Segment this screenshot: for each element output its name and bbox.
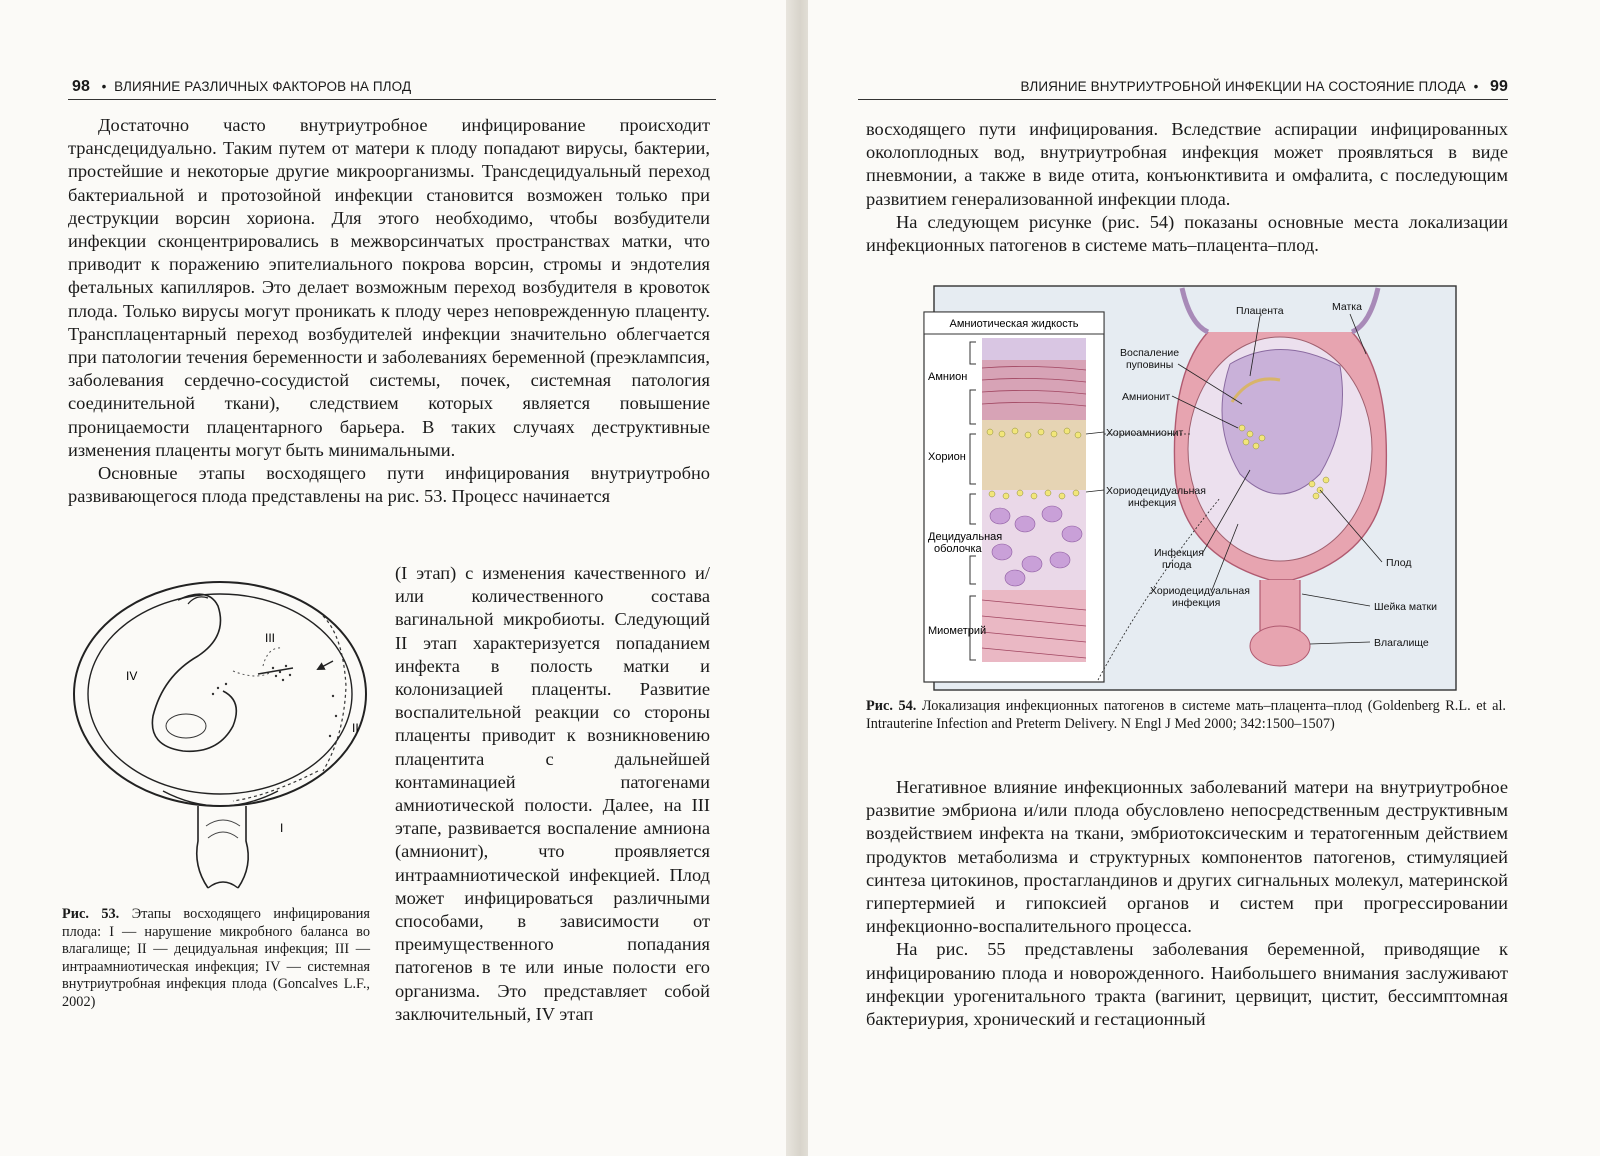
paragraph: (I этап) с изменения качественного и/или количественного состава вагинальной микробиоты. Следующий II этап характеризуется попаданием инфекта в полость матки и колонизацией плаценты. Развитие воспалительной реакции со стороны плаценты приводит к возникновению плацентита с дальнейшей контаминацией патогенами амниотической полости. Далее, на III этапе, развивается воспаление амниона (амнионит), что проявляется интраамниотической инфекцией. Плод может инфицироваться различными способами, в зависимости от преимущественного попадания патогенов в те или иные полости его организма. Это представляет собой заключительный, IV этап (395, 563, 710, 1024)
label-amniotic-fluid: Амниотическая жидкость (949, 318, 1079, 330)
right-body-bottom (866, 776, 1508, 1031)
right-page (808, 0, 1600, 1156)
fig53-label-III: III (265, 631, 276, 645)
paragraph: Основные этапы восходящего пути инфицирования внутриутробно развивающегося плода представлены на рис. 53. Процесс начинается (68, 463, 710, 507)
left-body-top (68, 114, 710, 508)
label-placenta: Плацента (1236, 305, 1284, 317)
left-page-number: 98 (72, 78, 90, 95)
paragraph: Достаточно часто внутриутробное инфицирование происходит трансдецидуально. Таким путем от матери к плоду попадают вирусы, бактерии, простейшие и некоторые другие микроорганизмы. Трансдецидуальный переход бактериальной и протозойной инфекции становится возможен только при деструкции ворсин хориона. Для этого необходимо, чтобы возбудители инфекции сконцентрировались в межворсинчатых пространствах матки, что приводит к поражению эпителиального покрова ворсин, стромы и эндотелия фетальных капилляров. Это делает возможным переход возбудителя в кровоток плода. Только вирусы могут проникать к плоду через неповрежденную плаценту. Трансплацентарный переход возбудителей инфекции значительно облегчается при патологии течения беременности и заболеваниях беременной (преэклампсия, заболевания сердечно-сосудистой системы, почек, системная патология соединительной ткани), следствием которых является повышение проницаемости плацентарного барьера. В таких случаях деструктивные изменения плаценты могут быть минимальными. (68, 115, 710, 460)
label-myometrium: Миометрий (928, 625, 987, 637)
left-body-column (395, 562, 710, 1026)
right-page-number: 99 (1490, 78, 1508, 95)
label-choriodecidual-1: Хориодецидуальная (1106, 485, 1206, 497)
caption-text: Локализация инфекционных патогенов в системе мать–плацента–плод (Goldenberg R.L. et al. Intrauterine Infection and Preterm Delivery. N Engl J Med 2000; 342:1500–1507) (866, 698, 1507, 732)
left-running-head (72, 78, 411, 96)
label-cervix: Шейка матки (1374, 601, 1438, 613)
label-funisitis-2: пуповины (1126, 359, 1174, 371)
header-rule (858, 99, 1508, 100)
label-fetal-infection-2: плода (1162, 559, 1192, 571)
label-funisitis-1: Воспаление (1120, 347, 1180, 359)
right-running-title: ВЛИЯНИЕ ВНУТРИУТРОБНОЙ ИНФЕКЦИИ НА СОСТОЯНИЕ ПЛОДА (1020, 79, 1466, 94)
paragraph: На следующем рисунке (рис. 54) показаны основные места локализации инфекционных патогенов в системе мать–плацента–плод. (866, 211, 1508, 256)
label-choriodecidual-b2: инфекция (1172, 597, 1221, 609)
label-chorioamnionitis: Хориоамнионит (1106, 427, 1184, 439)
right-running-head (1020, 78, 1508, 96)
label-decidua-1: Децидуальная (928, 531, 1003, 543)
caption-text: Этапы восходящего инфицирования плода: I — нарушение микробного баланса во влагалище; II — децидуальная инфекция; III — интраамниотическая инфекция; IV — системная внутриутробная инфекция плода (Goncalves L.F., 2002) (62, 906, 370, 1010)
fig53-label-II: II (352, 721, 359, 735)
fetus-outline (152, 594, 236, 751)
figure-53-caption (62, 906, 370, 1012)
right-body-top (866, 118, 1508, 257)
header-bullet: • (101, 79, 107, 94)
label-uterus: Матка (1332, 301, 1362, 313)
label-decidua-2: оболочка (934, 543, 982, 555)
header-bullet: • (1473, 79, 1479, 94)
label-choriodecidual-2: инфекция (1128, 497, 1177, 509)
cervix-outline (197, 806, 248, 888)
label-choriodecidual-b1: Хориодецидуальная (1150, 585, 1250, 597)
paragraph: На рис. 55 представлены заболевания беременной, приводящие к инфицированию плода и новорожденного. Наибольшего внимания заслуживают инфекции урогенитального тракта (вагинит, цервицит, цистит, бессимптомная бактериурия, хронический и гестационный (866, 939, 1508, 1030)
figure-53-uterus-diagram (68, 576, 378, 896)
caption-label: Рис. 54. (866, 698, 917, 714)
fig53-label-IV: IV (126, 669, 138, 683)
label-amnion: Амнион (928, 371, 968, 383)
figure-54-localization-diagram (920, 284, 1458, 694)
header-rule (68, 99, 716, 100)
label-chorion: Хорион (928, 451, 966, 463)
left-page (0, 0, 792, 1156)
caption-label: Рис. 53. (62, 906, 120, 922)
label-vagina: Влагалище (1374, 637, 1429, 649)
paragraph: Негативное влияние инфекционных заболеваний матери на внутриутробное развитие эмбриона и/или плода обусловлено непосредственным деструктивным воздействием инфекта на ткани, эмбриотоксическим и тератогенным действием продуктов метаболизма и структурных компонентов патогенов, стимуляцией синтеза цитокинов, простагландинов и других сигнальных молекул, материнской гипертермией и гипоксией органов и систем при прогрессировании инфекционно-воспалительного процесса. (866, 777, 1508, 937)
label-fetus: Плод (1386, 557, 1412, 569)
paragraph: восходящего пути инфицирования. Вследствие аспирации инфицированных околоплодных вод, внутриутробная инфекция может проявляться в виде пневмонии, а также в виде отита, конъюнктивита и омфалита, с последующим развитием генерализованной инфекции плода. (866, 119, 1508, 209)
label-fetal-infection-1: Инфекция (1154, 547, 1204, 559)
left-running-title: ВЛИЯНИЕ РАЗЛИЧНЫХ ФАКТОРОВ НА ПЛОД (114, 79, 412, 94)
figure-54-caption (866, 698, 1506, 733)
fig53-label-I: I (280, 821, 284, 835)
label-amnionitis: Амнионит (1122, 391, 1171, 403)
